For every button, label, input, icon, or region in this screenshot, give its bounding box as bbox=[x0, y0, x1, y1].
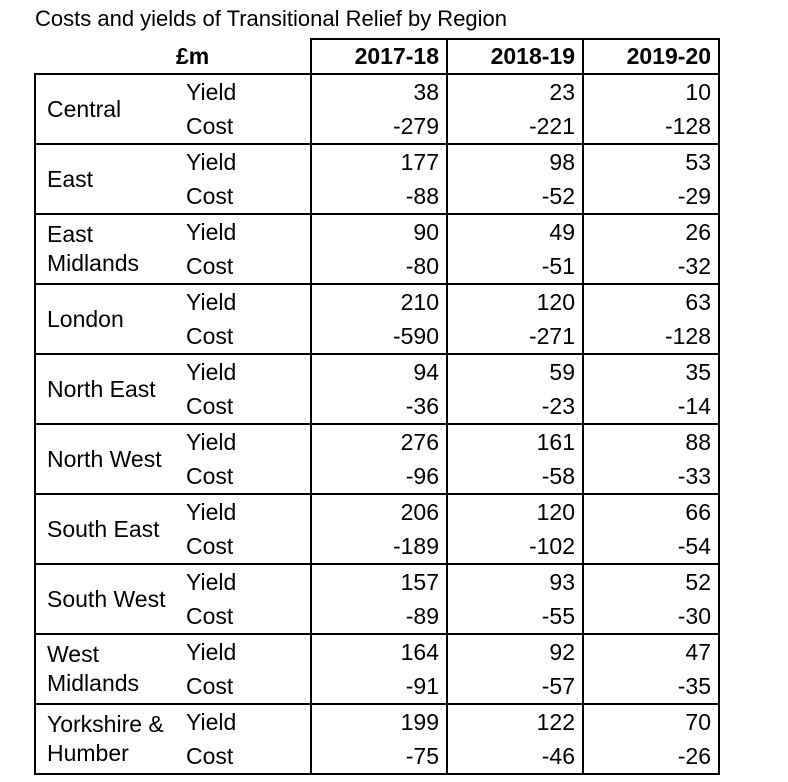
south-west-yield-value: 93 bbox=[447, 564, 583, 599]
cost-label: Cost bbox=[176, 179, 311, 214]
london-cost-value: -271 bbox=[447, 319, 583, 354]
south-west-cost-value: -30 bbox=[583, 599, 719, 634]
south-east-cost-value: -102 bbox=[447, 529, 583, 564]
cost-label: Cost bbox=[176, 459, 311, 494]
yorkshire-humber-yield-value: 70 bbox=[583, 704, 719, 739]
central-cost-value: -128 bbox=[583, 109, 719, 144]
region-label-london: London bbox=[35, 284, 176, 354]
yield-label: Yield bbox=[186, 149, 237, 175]
central-cost-value: -279 bbox=[311, 109, 447, 144]
south-east-yield-value: 120 bbox=[447, 494, 583, 529]
london-yield-value: 63 bbox=[583, 284, 719, 319]
south-west-cost-value: -55 bbox=[447, 599, 583, 634]
north-east-yield-value: 59 bbox=[447, 354, 583, 389]
north-east-yield-value: 35 bbox=[583, 354, 719, 389]
yorkshire-humber-cost-value: -46 bbox=[447, 739, 583, 774]
west-midlands-yield-value: 92 bbox=[447, 634, 583, 669]
west-midlands-cost-value: -57 bbox=[447, 669, 583, 704]
north-west-cost-value: -96 bbox=[311, 459, 447, 494]
east-cost-value: -88 bbox=[311, 179, 447, 214]
cost-label: Cost bbox=[176, 529, 311, 564]
south-east-yield-value: 66 bbox=[583, 494, 719, 529]
south-west-yield-value: 52 bbox=[583, 564, 719, 599]
north-west-cost-value: -58 bbox=[447, 459, 583, 494]
south-east-yield-value: 206 bbox=[311, 494, 447, 529]
table-row-west-midlands-yield bbox=[35, 634, 719, 669]
london-yield-value: 210 bbox=[311, 284, 447, 319]
table-row-central-yield bbox=[35, 74, 719, 109]
east-midlands-yield-value: 26 bbox=[583, 214, 719, 249]
east-midlands-cost-value: -80 bbox=[311, 249, 447, 284]
east-cost-value: -52 bbox=[447, 179, 583, 214]
yorkshire-humber-yield-value: 122 bbox=[447, 704, 583, 739]
south-east-cost-value: -54 bbox=[583, 529, 719, 564]
north-west-yield-value: 161 bbox=[447, 424, 583, 459]
yield-label: Yield bbox=[186, 639, 237, 665]
south-west-cost-value: -89 bbox=[311, 599, 447, 634]
table-row-east-yield bbox=[35, 144, 719, 179]
west-midlands-yield-value: 164 bbox=[311, 634, 447, 669]
east-midlands-yield-value: 90 bbox=[311, 214, 447, 249]
yorkshire-humber-cost-value: -26 bbox=[583, 739, 719, 774]
region-cost-yield-table bbox=[34, 38, 720, 775]
region-label-south-east: South East bbox=[35, 494, 176, 564]
west-midlands-cost-value: -35 bbox=[583, 669, 719, 704]
region-label-east: East bbox=[35, 144, 176, 214]
region-label-west-midlands: West Midlands bbox=[35, 634, 176, 704]
cost-label: Cost bbox=[176, 389, 311, 424]
table-row-north-west-yield bbox=[35, 424, 719, 459]
south-east-cost-value: -189 bbox=[311, 529, 447, 564]
year-header-2018-19: 2018-19 bbox=[447, 39, 583, 74]
london-cost-value: -128 bbox=[583, 319, 719, 354]
cost-label: Cost bbox=[176, 109, 311, 144]
table-row-london-yield bbox=[35, 284, 719, 319]
table-row-north-east-yield bbox=[35, 354, 719, 389]
north-west-yield-value: 88 bbox=[583, 424, 719, 459]
yield-label: Yield bbox=[186, 359, 237, 385]
east-midlands-cost-value: -32 bbox=[583, 249, 719, 284]
north-east-cost-value: -23 bbox=[447, 389, 583, 424]
cost-label: Cost bbox=[176, 319, 311, 354]
west-midlands-yield-value: 47 bbox=[583, 634, 719, 669]
yield-label: Yield bbox=[186, 219, 237, 245]
year-header-2019-20: 2019-20 bbox=[583, 39, 719, 74]
south-west-yield-value: 157 bbox=[311, 564, 447, 599]
east-midlands-yield-value: 49 bbox=[447, 214, 583, 249]
table-row-yorkshire-humber-yield bbox=[35, 704, 719, 739]
table-row-south-east-yield bbox=[35, 494, 719, 529]
london-yield-value: 120 bbox=[447, 284, 583, 319]
yield-label: Yield bbox=[186, 429, 237, 455]
east-yield-value: 53 bbox=[583, 144, 719, 179]
east-midlands-cost-value: -51 bbox=[447, 249, 583, 284]
yorkshire-humber-cost-value: -75 bbox=[311, 739, 447, 774]
cost-label: Cost bbox=[176, 249, 311, 284]
london-cost-value: -590 bbox=[311, 319, 447, 354]
unit-header: £m bbox=[176, 39, 311, 74]
east-cost-value: -29 bbox=[583, 179, 719, 214]
central-yield-value: 10 bbox=[583, 74, 719, 109]
region-label-south-west: South West bbox=[35, 564, 176, 634]
yield-label: Yield bbox=[186, 79, 237, 105]
region-table-container bbox=[34, 38, 720, 775]
north-east-cost-value: -36 bbox=[311, 389, 447, 424]
year-header-2017-18: 2017-18 bbox=[311, 39, 447, 74]
header-corner-cell bbox=[35, 39, 176, 74]
central-cost-value: -221 bbox=[447, 109, 583, 144]
region-label-central: Central bbox=[35, 74, 176, 144]
yield-label: Yield bbox=[186, 499, 237, 525]
table-title: Costs and yields of Transitional Relief by Region bbox=[35, 6, 508, 31]
cost-label: Cost bbox=[176, 739, 311, 774]
central-yield-value: 23 bbox=[447, 74, 583, 109]
cost-label: Cost bbox=[176, 669, 311, 704]
table-row-east-midlands-yield bbox=[35, 214, 719, 249]
region-label-east-midlands: East Midlands bbox=[35, 214, 176, 284]
central-yield-value: 38 bbox=[311, 74, 447, 109]
north-west-yield-value: 276 bbox=[311, 424, 447, 459]
region-label-yorkshire-humber: Yorkshire & Humber bbox=[35, 704, 176, 774]
cost-label: Cost bbox=[176, 599, 311, 634]
table-row-south-west-yield bbox=[35, 564, 719, 599]
west-midlands-cost-value: -91 bbox=[311, 669, 447, 704]
yield-label: Yield bbox=[186, 569, 237, 595]
yield-label: Yield bbox=[186, 289, 237, 315]
east-yield-value: 98 bbox=[447, 144, 583, 179]
table-body bbox=[35, 74, 719, 774]
north-west-cost-value: -33 bbox=[583, 459, 719, 494]
region-label-north-west: North West bbox=[35, 424, 176, 494]
region-label-north-east: North East bbox=[35, 354, 176, 424]
yield-label: Yield bbox=[186, 709, 237, 735]
north-east-cost-value: -14 bbox=[583, 389, 719, 424]
header-row bbox=[35, 39, 719, 74]
north-east-yield-value: 94 bbox=[311, 354, 447, 389]
yorkshire-humber-yield-value: 199 bbox=[311, 704, 447, 739]
east-yield-value: 177 bbox=[311, 144, 447, 179]
